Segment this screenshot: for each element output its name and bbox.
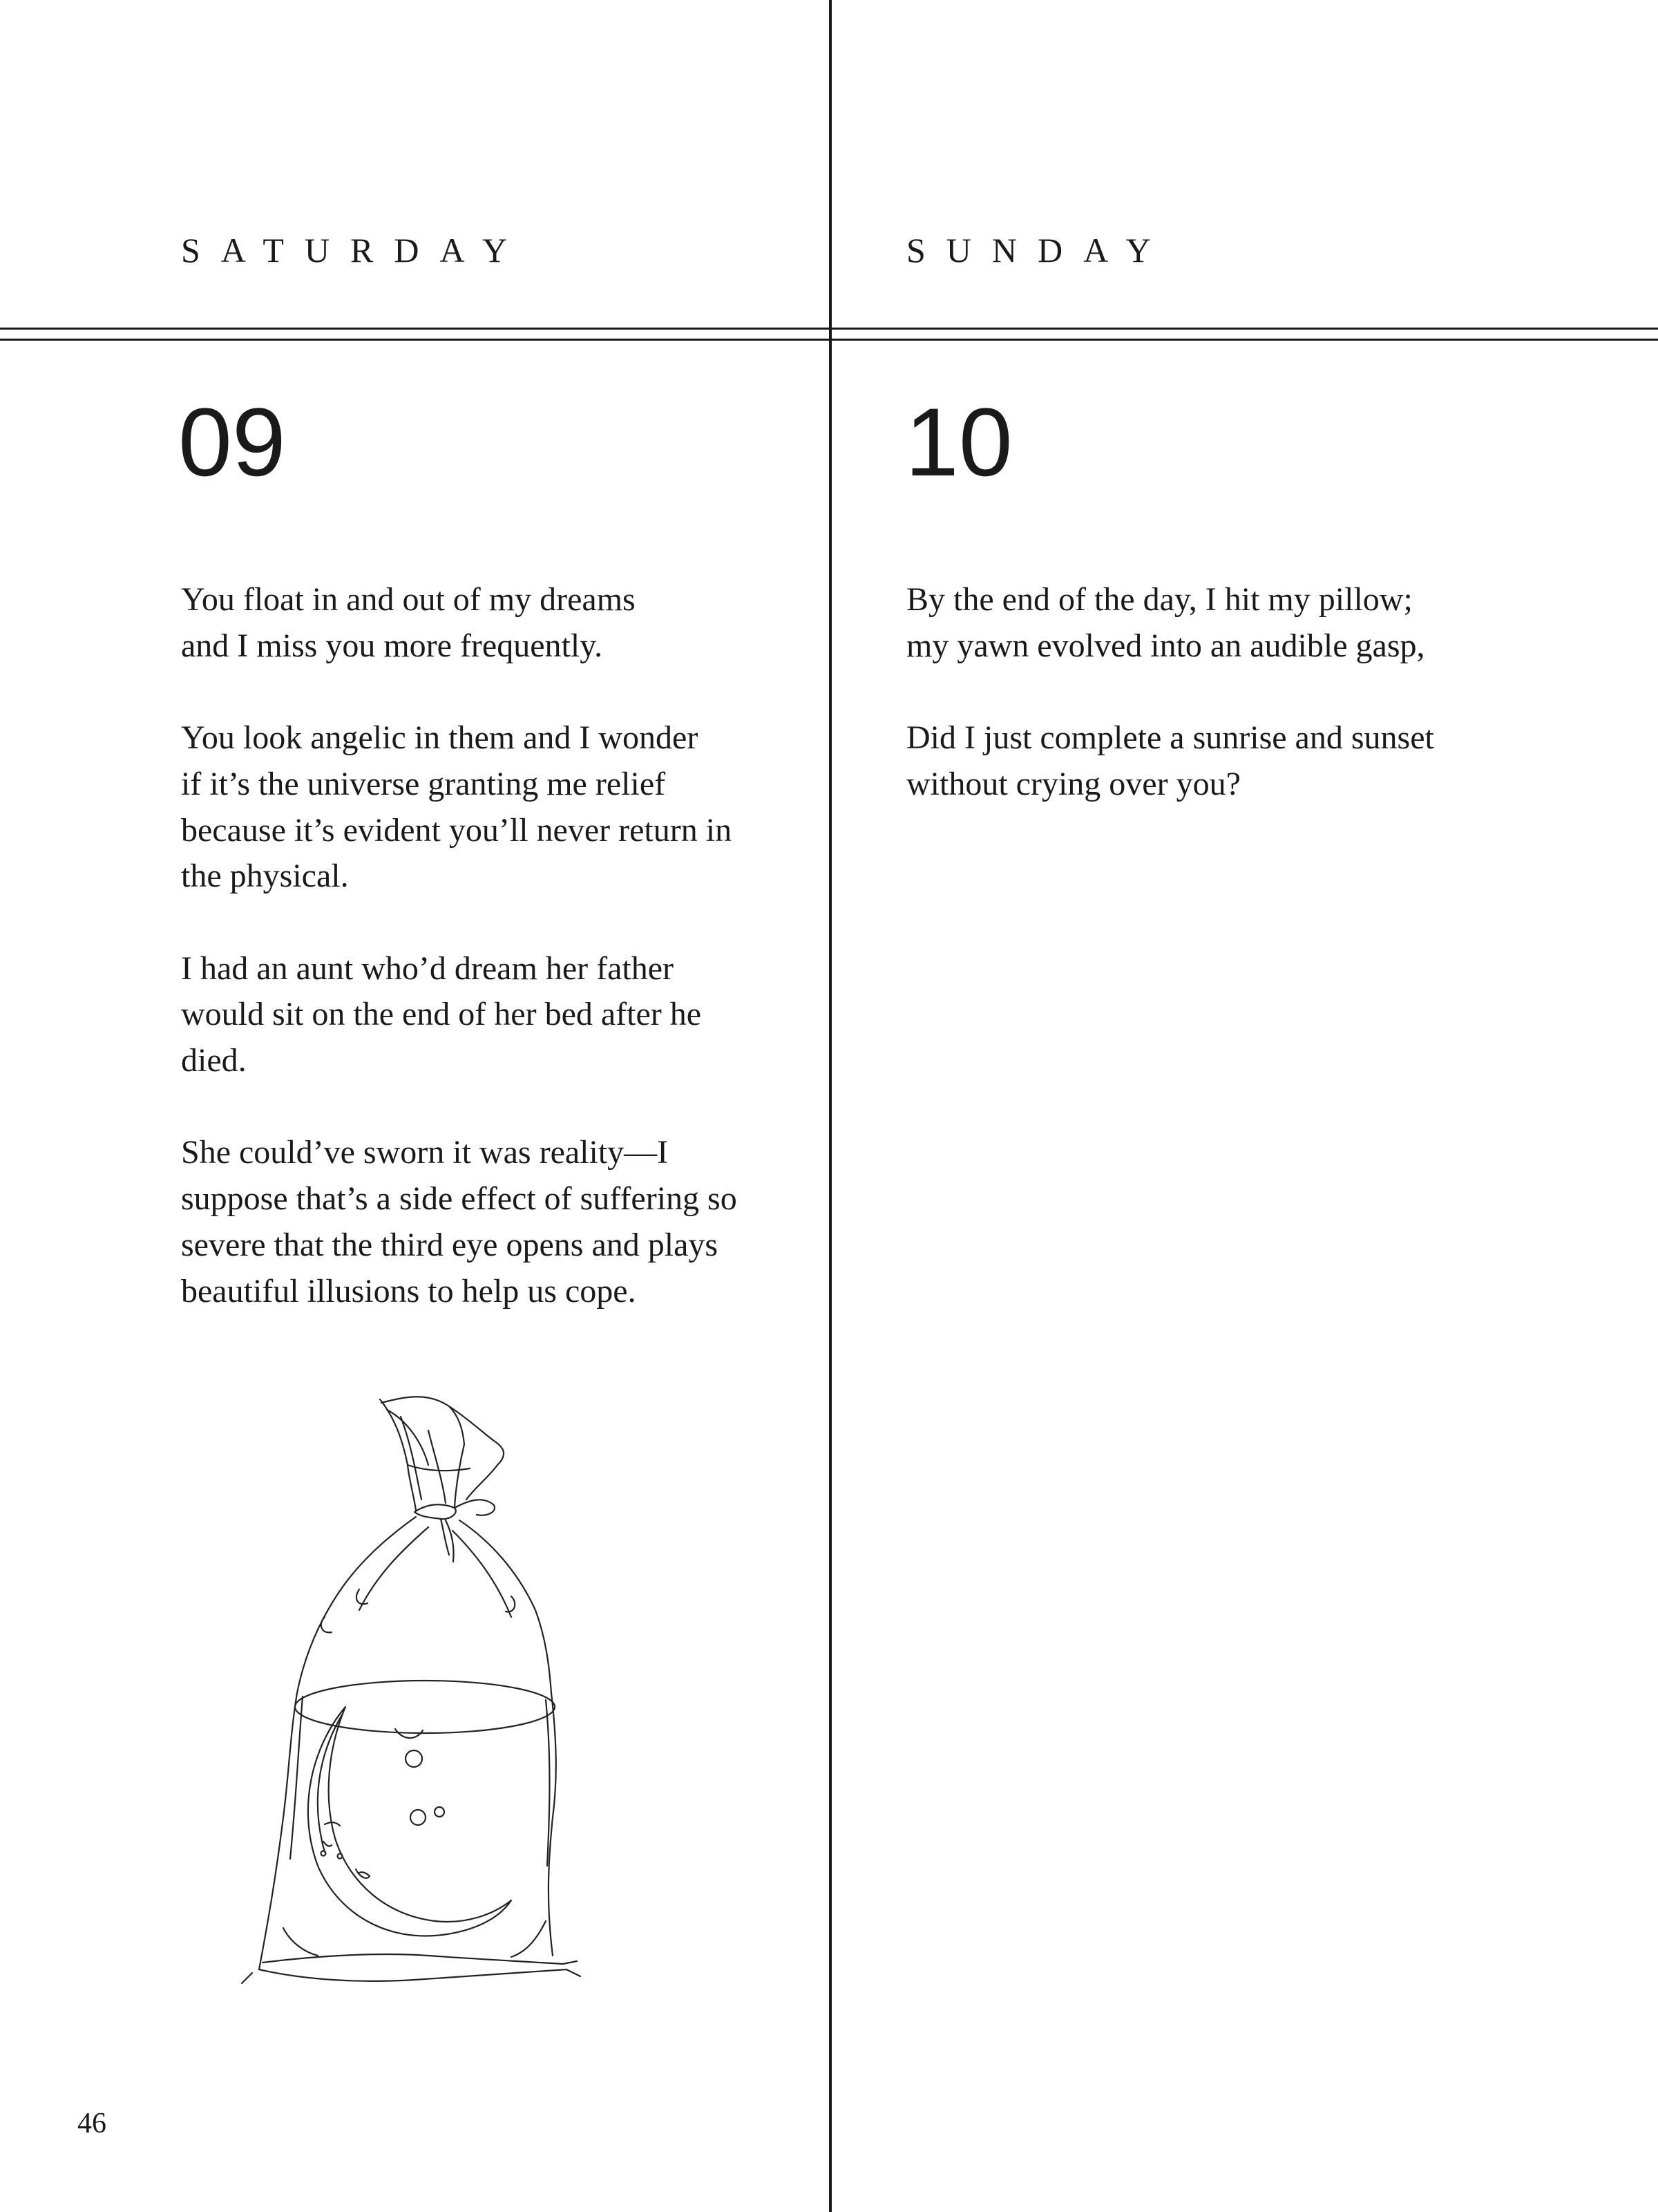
day-name-saturday: SATURDAY	[181, 231, 528, 270]
poem-line: Did I just complete a sunrise and sunset	[906, 719, 1434, 757]
poem-line: because it’s evident you’ll never return in	[181, 811, 732, 849]
poem-line: and I miss you more frequently.	[181, 627, 603, 664]
page-number: 46	[77, 2108, 106, 2139]
day-number-09: 09	[178, 388, 286, 496]
poem-line: She could’ve sworn it was reality—I	[181, 1134, 669, 1171]
poem-line: died.	[181, 1042, 247, 1079]
poem-sunday	[906, 577, 1514, 853]
poem-line: You float in and out of my dreams	[181, 581, 636, 618]
stanza	[181, 577, 775, 669]
poem-line: You look angelic in them and I wonder	[181, 719, 698, 757]
poem-line: my yawn evolved into an audible gasp,	[906, 627, 1425, 664]
poem-line: the physical.	[181, 858, 349, 895]
stanza	[906, 715, 1514, 807]
poem-line: without crying over you?	[906, 765, 1241, 802]
day-name-sunday: SUNDAY	[906, 231, 1172, 270]
poem-saturday	[181, 577, 775, 1361]
poem-line: if it’s the universe granting me relief	[181, 765, 666, 802]
poem-line: I had an aunt who’d dream her father	[181, 949, 674, 987]
poem-line: beautiful illusions to help us cope.	[181, 1272, 636, 1310]
stanza	[181, 1130, 775, 1314]
poem-line: would sit on the end of her bed after he	[181, 996, 702, 1033]
stanza	[181, 946, 775, 1084]
column-divider	[829, 0, 832, 2212]
poem-line: By the end of the day, I hit my pillow;	[906, 581, 1413, 618]
poem-line: severe that the third eye opens and plays	[181, 1226, 718, 1263]
stanza	[181, 715, 775, 900]
header-rule-top	[0, 328, 1658, 330]
bag-with-moon-sketch-icon	[221, 1389, 691, 1997]
day-number-10: 10	[905, 388, 1013, 496]
header-rule-bottom	[0, 339, 1658, 341]
stanza	[906, 577, 1514, 669]
poem-line: suppose that’s a side effect of suffering so	[181, 1180, 737, 1218]
